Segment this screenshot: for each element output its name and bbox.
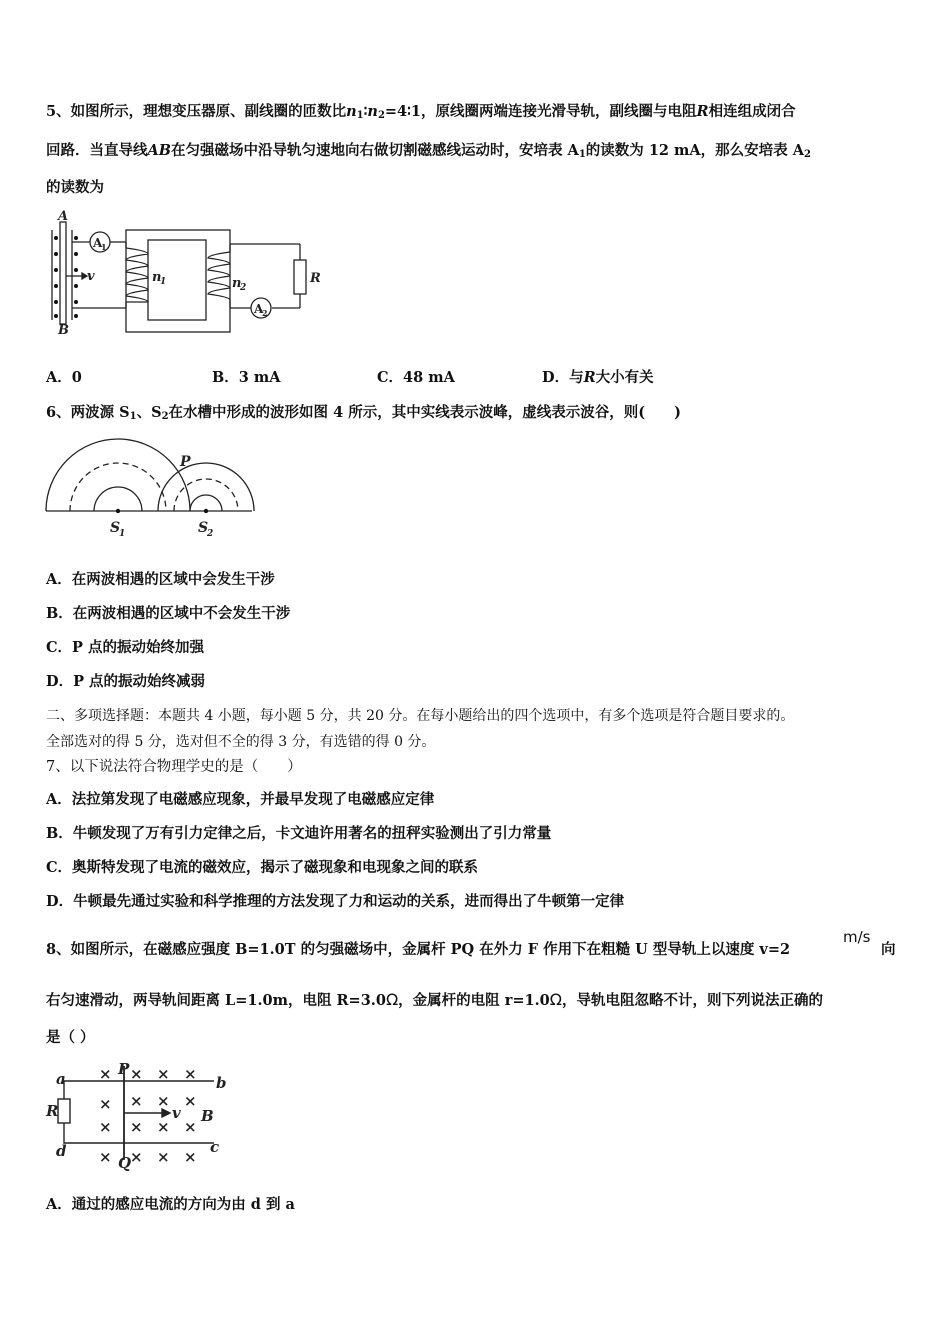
svg-text:×: × (99, 1065, 112, 1083)
label-v: v (87, 269, 95, 284)
s1-crest-outer (46, 439, 190, 511)
source-s2 (204, 509, 208, 513)
label-a: A (58, 209, 69, 224)
svg-text:×: × (184, 1092, 197, 1110)
q8-stem-line2: 右匀速滑动，两导轨间距离 L=1.0m，电阻 R=3.0Ω，金属杆的电阻 r=1.0Ω，导轨电阻忽略不计，则下列说法正确的 (46, 990, 823, 1009)
q5-option-d[interactable]: D．与R大小有关 (542, 369, 654, 386)
svg-text:1: 1 (101, 242, 107, 252)
svg-text:1: 1 (119, 529, 126, 539)
svg-text:2: 2 (240, 283, 247, 293)
svg-text:A: A (254, 302, 264, 316)
svg-text:n: n (232, 276, 242, 291)
q8-stem-line3: 是（ ） (46, 1029, 95, 1046)
q6-option-a[interactable]: A．在两波相遇的区域中会发生干涉 (46, 571, 275, 588)
svg-text:S: S (110, 520, 121, 536)
label-b-field: B (201, 1107, 214, 1125)
label-p: P (180, 454, 191, 470)
svg-text:×: × (184, 1148, 197, 1166)
q5-option-a[interactable]: A．0 (46, 369, 82, 386)
q5-stem-line3: 的读数为 (46, 179, 104, 196)
q6-option-d[interactable]: D．P 点的振动始终减弱 (46, 673, 206, 690)
field-crosses (99, 1065, 197, 1166)
primary-coil (126, 248, 148, 302)
q5-transformer-figure (44, 208, 334, 338)
label-c: c (210, 1138, 220, 1156)
section2-intro-line2: 全部选对的得 5 分，选对但不全的得 3 分，有选错的得 0 分。 (46, 734, 436, 750)
q7-option-a[interactable]: A．法拉第发现了电磁感应现象，并最早发现了电磁感应定律 (46, 791, 435, 808)
s2-crest-inner (190, 495, 222, 511)
q8-stem-line1: 8、如图所示，在磁感应强度 B=1.0T 的匀强磁场中，金属杆 PQ 在外力 F 作用下在粗糙 U 型导轨上以速度 v=2 (46, 941, 791, 958)
q8-option-a[interactable]: A．通过的感应电流的方向为由 d 到 a (46, 1196, 295, 1213)
svg-text:×: × (184, 1065, 197, 1083)
q5-stem-line1: 5、如图所示，理想变压器原、副线圈的匝数比$n_1∶n_2=4∶1$，原线圈两端连接光滑导轨，副线圈与电阻R相连组成闭合 (46, 103, 796, 121)
svg-text:×: × (99, 1148, 112, 1166)
label-d: d (56, 1142, 67, 1160)
svg-text:2: 2 (207, 529, 214, 539)
label-v: v (172, 1104, 181, 1122)
q5-option-b[interactable]: B．3 mA (212, 369, 281, 386)
svg-text:×: × (99, 1095, 112, 1113)
label-a: a (56, 1070, 66, 1088)
svg-text:S: S (198, 520, 209, 536)
svg-text:×: × (184, 1118, 197, 1136)
svg-text:×: × (157, 1092, 170, 1110)
svg-text:A: A (93, 236, 103, 250)
s2-crest-outer (158, 463, 254, 511)
q5-stem-line2: 回路．当直导线AB在匀强磁场中沿导轨匀速地向右做切割磁感线运动时，安培表 $A_1$的读数为 12 mA，那么安培表 $A_2$ (46, 142, 811, 160)
svg-text:×: × (157, 1065, 170, 1083)
q7-stem: 7、以下说法符合物理学史的是（ ） (46, 759, 302, 775)
q6-option-b[interactable]: B．在两波相遇的区域中不会发生干涉 (46, 605, 291, 622)
source-s1 (116, 509, 120, 513)
svg-text:×: × (99, 1118, 112, 1136)
q8-velocity-unit: m/s (843, 928, 871, 946)
svg-text:1: 1 (160, 277, 167, 287)
rod-ab (60, 222, 66, 324)
q6-option-c[interactable]: C．P 点的振动始终加强 (46, 639, 204, 656)
label-q: Q (118, 1154, 132, 1172)
label-r: R (46, 1102, 59, 1120)
svg-text:R: R (310, 271, 321, 286)
label-b: b (216, 1074, 227, 1092)
q7-option-d[interactable]: D．牛顿最先通过实验和科学推理的方法发现了力和运动的关系，进而得出了牛顿第一定律 (46, 893, 625, 910)
svg-text:n: n (152, 270, 162, 285)
q8-stem-line1-end: 向 (881, 941, 896, 958)
s1-crest-inner (94, 487, 142, 511)
label-p: P (118, 1060, 130, 1078)
resistor-r (294, 260, 306, 294)
transformer-core (126, 230, 230, 332)
q5-option-c[interactable]: C．48 mA (377, 369, 455, 386)
label-b: B (58, 323, 69, 338)
svg-text:×: × (130, 1148, 143, 1166)
q6-stem: 6、两波源 $S_1$、$S_2$在水槽中形成的波形如图 4 所示，其中实线表示波峰，虚线表示波谷，则( ) (46, 404, 681, 422)
svg-text:×: × (130, 1092, 143, 1110)
q6-wave-figure (44, 438, 256, 544)
section2-intro-line1: 二、多项选择题：本题共 4 小题，每小题 5 分，共 20 分。在每小题给出的四个选项中，有多个选项是符合题目要求的。 (46, 708, 795, 724)
q8-rail-figure (44, 1058, 244, 1174)
q7-option-c[interactable]: C．奥斯特发现了电流的磁效应，揭示了磁现象和电现象之间的联系 (46, 859, 479, 876)
resistor-r (58, 1099, 70, 1123)
svg-text:×: × (130, 1118, 143, 1136)
svg-text:×: × (157, 1118, 170, 1136)
svg-text:×: × (130, 1065, 143, 1083)
svg-text:2: 2 (262, 308, 268, 318)
secondary-coil (208, 252, 230, 300)
q7-option-b[interactable]: B．牛顿发现了万有引力定律之后，卡文迪许用著名的扭秤实验测出了引力常量 (46, 825, 552, 842)
svg-text:×: × (157, 1148, 170, 1166)
